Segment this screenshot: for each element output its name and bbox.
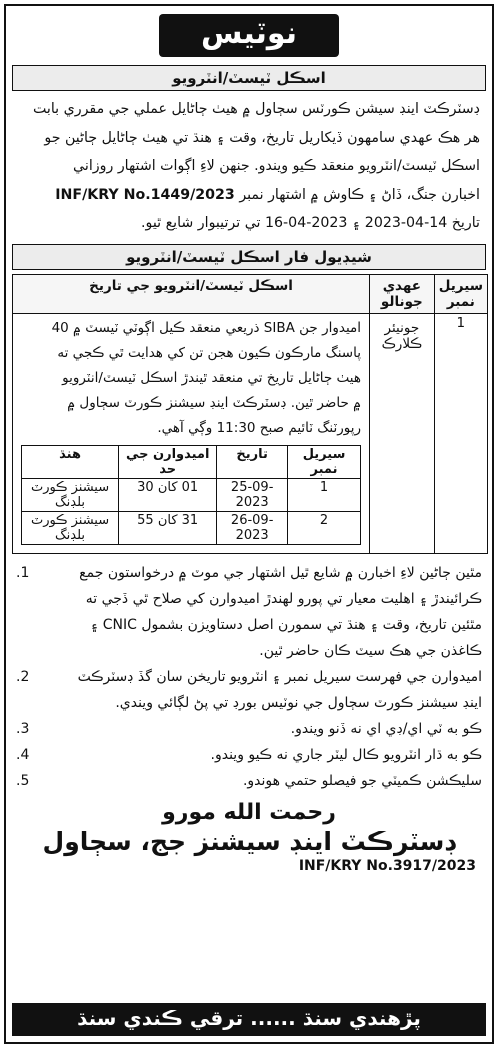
table-row xyxy=(13,313,488,553)
signatory-name: رحمت الله مورو xyxy=(162,799,336,825)
venue-header-row xyxy=(22,445,361,478)
condition-item xyxy=(16,716,482,742)
condition-line: ڪو به ٽي اي/ڊي اي نه ڏنو ويندو. xyxy=(290,720,482,737)
venue-row xyxy=(22,511,361,544)
intro-line: ڊسٽرڪٽ اينڊ سيشن ڪورٽس سڄاول ۾ هيٺ ڄاڻايل عملي جي مقرري بابت xyxy=(32,101,480,117)
condition-line: مٿين ڄاڻين لاءِ اخبارن ۾ شايع ٿيل اشتهار جي موٽ ۾ درخواستون جمع xyxy=(79,564,482,581)
intro-line: هر هڪ عهدي سامهون ڏيکاريل تاريخ، وقت ۽ هنڌ تي هيٺ ڄاڻايل ڄاڻين جو xyxy=(44,129,480,146)
venue-cell: 2 xyxy=(288,511,361,544)
condition-item xyxy=(16,664,482,716)
condition-number: 5. xyxy=(16,772,30,789)
condition-line: مٿئين تاريخ، وقت ۽ هنڌ تي سمورن اصل دستاويزن بشمول CNIC ۽ xyxy=(90,616,482,633)
intro-paragraph xyxy=(6,91,492,240)
venue-cell: 1 xyxy=(288,478,361,511)
condition-item xyxy=(16,560,482,664)
condition-line: ڪاغذن جي هڪ سيٽ ڪان حاضر ٿين. xyxy=(259,642,482,659)
schedule-header-row xyxy=(13,274,488,313)
detail-line: اميدوار جن SIBA ذريعي منعقد ڪيل اڳوٽي ٽيسٽ ۾ 40 xyxy=(51,319,361,336)
notice-sheet xyxy=(4,4,494,1044)
condition-item xyxy=(16,768,482,794)
condition-line: ڪرائيندڙ ۽ اهليت معيار تي پورو لهندڙ اميدوارن کي صلاح ٿي ڏجي ته xyxy=(85,590,482,607)
signature-block xyxy=(6,800,492,856)
venue-cell: 01 کان 30 xyxy=(119,478,217,511)
venue-cell: 31 کان 55 xyxy=(119,511,217,544)
subtitle-band: اسڪل ٽيسٽ/انٽرويو xyxy=(12,65,486,91)
condition-number: 1. xyxy=(16,564,30,581)
venue-row xyxy=(22,478,361,511)
row-post: جونيئر ڪلارڪ xyxy=(370,313,435,553)
header-post: عهدي جونالو xyxy=(370,274,435,313)
venue-table xyxy=(21,445,361,545)
condition-number: 2. xyxy=(16,668,30,685)
reference-number: INF/KRY No.3917/2023 xyxy=(298,857,476,874)
condition-line: اميدوارن جي فهرست سيريل نمبر ۽ انٽرويو تاريخن سان گڏ ڊسٽرڪٽ xyxy=(77,668,482,685)
schedule-table xyxy=(12,274,488,554)
detail-line: هيٺ ڄاڻايل تاريخ تي منعقد ٿيندڙ اسڪل ٽيسٽ/انٽرويو xyxy=(62,369,361,386)
footer-slogan: پڙهندي سنڌ ...... ترقي ڪندي سنڌ xyxy=(12,1003,486,1036)
venue-header: سيريل نمبر xyxy=(288,445,361,478)
condition-number: 3. xyxy=(16,720,30,737)
header-serial: سيريل نمبر xyxy=(434,274,487,313)
detail-line: ۾ حاضر ٿين. ڊسٽرڪٽ اينڊ سيشنز ڪورٽ سڄاول ۾ xyxy=(67,394,361,411)
venue-header: تاريخ xyxy=(217,445,288,478)
detail-line: پاسنگ مارڪون ڪيون هجن تن کي هدايت ٿي ڪجي ته xyxy=(57,344,361,361)
venue-cell: 26-09-2023 xyxy=(217,511,288,544)
schedule-title: شيڊيول فار اسڪل ٽيسٽ/انٽرويو xyxy=(12,244,486,270)
intro-ref-no: INF/KRY No.1449/2023 xyxy=(55,186,235,203)
intro-date-line: تاريخ 2023-04-14 ۽ 16-04-2023 تي ترتيبوار شايع ٿيو. xyxy=(140,215,480,231)
venue-header: اميدوارن جي حد xyxy=(119,445,217,478)
header-details: اسڪل ٽيسٽ/انٽرويو جي تاريخ xyxy=(13,274,370,313)
row-details xyxy=(13,313,370,553)
detail-line: رپورٽنگ ٽائيم صبح 11:30 وڳي آهي. xyxy=(157,419,361,436)
notice-title: نوٽيس xyxy=(159,14,339,57)
conditions-list xyxy=(6,554,492,794)
row-serial: 1 xyxy=(434,313,487,553)
condition-line: سليڪشن ڪميٽي جو فيصلو حتمي هوندو. xyxy=(242,772,482,789)
condition-item xyxy=(16,742,482,768)
intro-line: اسڪل ٽيسٽ/انٽرويو منعقد ڪيو ويندو. جنهن لاءِ اڳوات اشتهار روزاني xyxy=(73,158,480,174)
signatory-office: ڊسٽرڪٽ اينڊ سيشنز جج، سڄاول xyxy=(42,826,456,856)
venue-cell: سيشنز ڪورٽ بلڊنگ xyxy=(22,478,119,511)
venue-cell: سيشنز ڪورٽ بلڊنگ xyxy=(22,511,119,544)
condition-number: 4. xyxy=(16,746,30,763)
venue-header: هنڌ xyxy=(22,445,119,478)
condition-line: ڪو به ڌار انٽرويو ڪال ليٽر جاري نه ڪيو ويندو. xyxy=(210,746,482,763)
intro-line: اخبارن جنگ، ڏاڻ ۽ ڪاوش ۾ اشتهار نمبر INF/KRY No.1449/2023 xyxy=(55,186,480,203)
condition-line: اينڊ سيشنز ڪورٽ سڄاول جي نوٽيس بورڊ تي پڻ لڳائي ويندي. xyxy=(115,694,482,711)
title-wrap xyxy=(6,14,492,57)
venue-cell: 25-09-2023 xyxy=(217,478,288,511)
